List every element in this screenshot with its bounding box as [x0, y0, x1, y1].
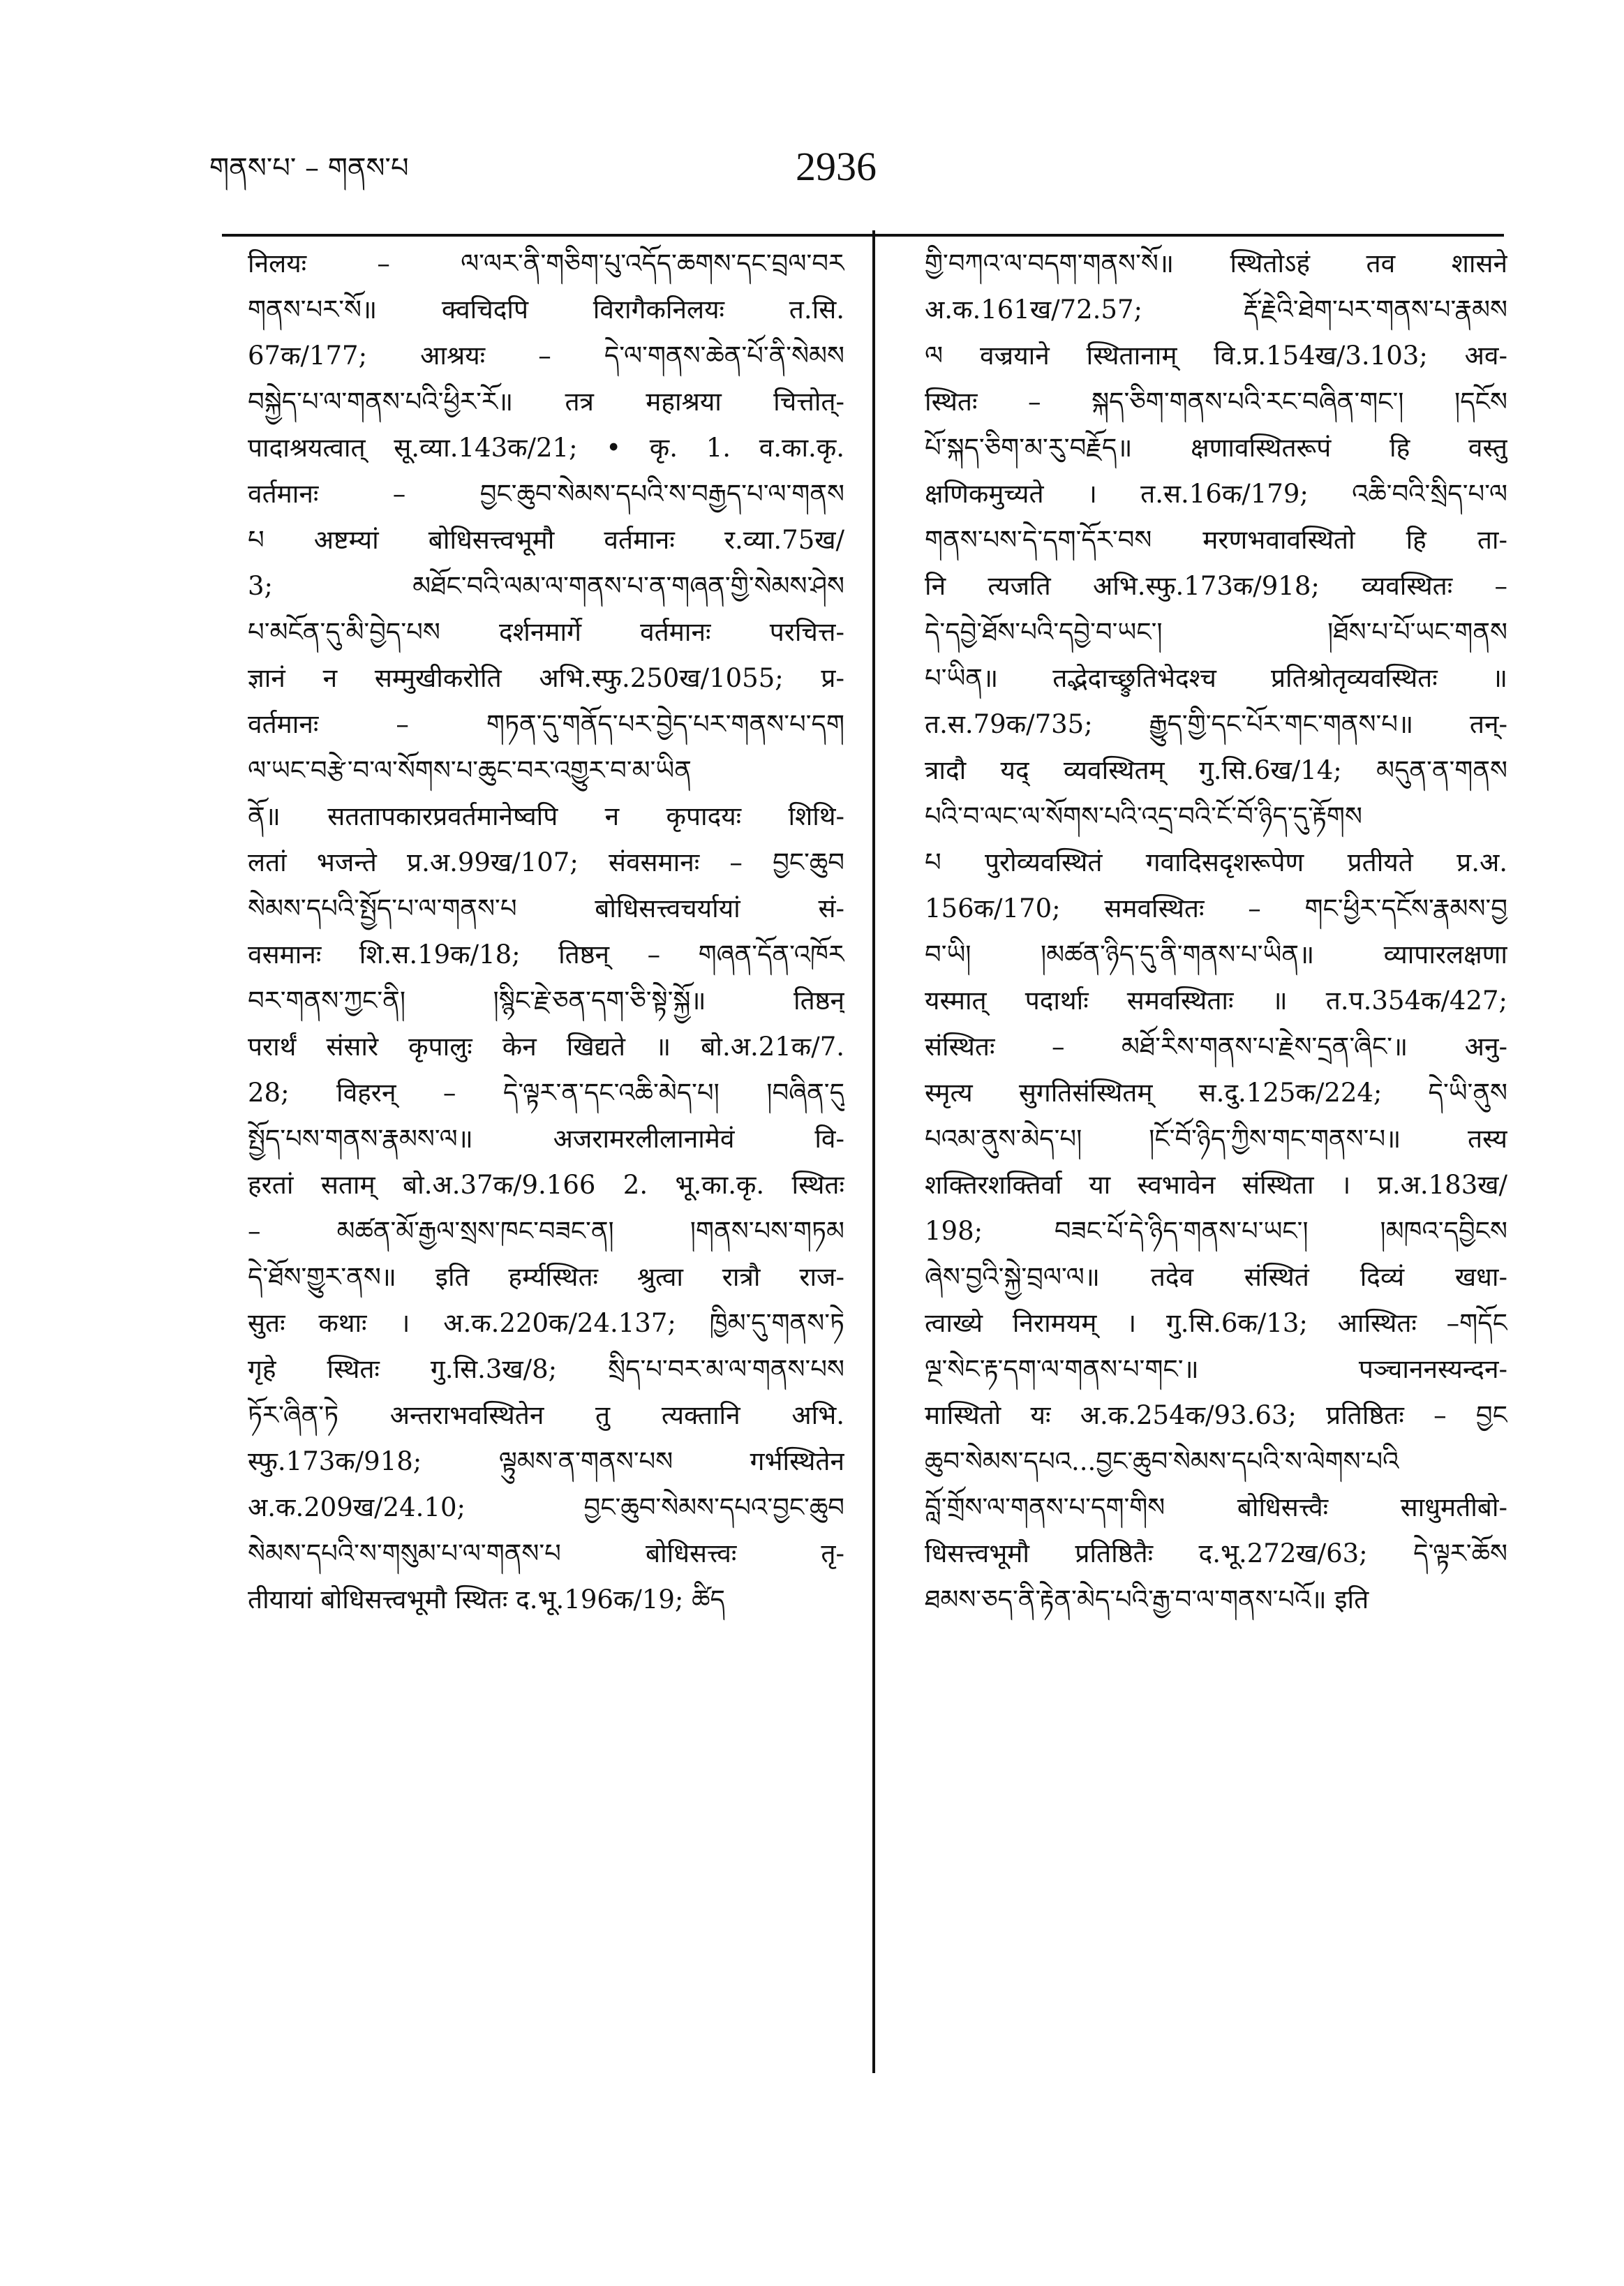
- text-line: 156क/170; समवस्थितः – གང་ཕྱིར་དངོས་རྣམས་བྱ: [925, 893, 1507, 923]
- text-line: स्मृत्य सुगतिसंस्थितम् स.दु.125क/224; དེ་ཡི་ནུས: [925, 1078, 1507, 1108]
- text-line: वर्तमानः – གཏན་དུ་གནོད་པར་བྱེད་པར་གནས་པ་དག: [248, 709, 844, 739]
- text-line: त.स.79क/735; རྒྱུད་གྱི་དང་པོར་གང་གནས་པ॥ तन्-: [925, 709, 1507, 739]
- text-line: བློ་གྲོས་ལ་གནས་པ་དག་གིས बोधिसत्त्वैः साधुमतीबो-: [925, 1492, 1507, 1522]
- text-line: गृहे स्थितः गु.सि.3ख/8; སྲིད་པ་བར་མ་ལ་གནས་པས: [248, 1354, 844, 1384]
- text-line: ज्ञानं न सम्मुखीकरोति अभि.स्फु.250ख/1055; प्र-: [248, 663, 844, 693]
- text-line: वसमानः शि.स.19क/18; तिष्ठन् – གཞན་དོན་འཁོར: [248, 940, 844, 970]
- text-line: हरतां सताम् बो.अ.37क/9.166 2. भू.का.कृ. स्थितः: [248, 1170, 844, 1200]
- text-line: 3; མཐོང་བའི་ལམ་ལ་གནས་པ་ན་གཞན་གྱི་སེམས་ཤེས: [248, 571, 844, 601]
- page-number: 2936: [796, 144, 877, 189]
- text-line: སེམས་དཔའི་ས་གསུམ་པ་ལ་གནས་པ बोधिसत्त्वः तृ-: [248, 1538, 844, 1568]
- text-line: संस्थितः – མཐོ་རིས་གནས་པ་རྗེས་དྲན་ཞིང་॥ अनु-: [925, 1032, 1507, 1062]
- text-line: ཞེས་བྱའི་སྐྱེ་བྲལ་ལ॥ तदेव संस्थितं दिव्यं खधा-: [925, 1262, 1507, 1292]
- text-line: པ पुरोव्यवस्थितं गवादिसदृशरूपेण प्रतीयते प्र.अ.: [925, 847, 1507, 877]
- text-line: सुतः कथाः । अ.क.220क/24.137; ཁྱིམ་དུ་གནས་ཏེ: [248, 1308, 844, 1338]
- text-line: པོ་སྐད་ཅིག་མ་རུ་བརྗོད॥ क्षणावस्थितरूपं हि वस्तु: [925, 433, 1507, 463]
- text-line: – མཚན་མོ་རྒྱལ་སྲས་ཁང་བཟང་ན། །གནས་པས་གཏམ: [248, 1216, 844, 1246]
- text-line: 67क/177; आश्रयः – དེ་ལ་གནས་ཆེན་པོ་ནི་སེམས: [248, 341, 844, 371]
- text-line: स्फु.173क/918; ལྟུམས་ན་གནས་པས गर्भस्थितेन: [248, 1446, 844, 1476]
- text-line: གནས་པར་སོ॥ क्वचिदपि विरागैकनिलयः त.सि.: [248, 295, 844, 325]
- text-line: སྤྱོད་པས་གནས་རྣམས་ལ॥ अजरामरलीलानामेवं वि-: [248, 1124, 844, 1154]
- text-line: པའམ་ནུས་མེད་པ། །ངོ་བོ་ཉིད་ཀྱིས་གང་གནས་པ॥ तस्य: [925, 1124, 1507, 1154]
- text-line: པའི་བ་ལང་ལ་སོགས་པའི་འདྲ་བའི་ངོ་བོ་ཉིད་དུ་རྟོགས: [925, 801, 1362, 831]
- text-line: ཏོར་ཞིན་ཏེ अन्तराभवस्थितेन तु त्यक्तानि अभि.: [248, 1400, 844, 1430]
- text-line: ལ་ཡང་བརྩེ་བ་ལ་སོགས་པ་ཆུང་བར་འགྱུར་བ་མ་ཡིན: [248, 755, 692, 785]
- text-line: अ.क.161ख/72.57; རྡོ་རྗེའི་ཐེག་པར་གནས་པ་རྣམས: [925, 295, 1507, 325]
- text-line: ལྔ་སེང་རྟ་དག་ལ་གནས་པ་གང་॥ पञ्चाननस्यन्दन-: [925, 1354, 1507, 1384]
- text-line: ལ वज्रयाने स्थितानाम् वि.प्र.154ख/3.103; अव-: [925, 341, 1507, 371]
- text-line: པ་མངོན་དུ་མི་བྱེད་པས दर्शनमार्गे वर्तमानः परचित्त-: [248, 617, 844, 647]
- text-line: निलयः – ལ་ལར་ནི་གཅིག་པུ་འདོད་ཆགས་དང་བྲལ་བར: [248, 248, 844, 279]
- text-line: བསྐྱེད་པ་ལ་གནས་པའི་ཕྱིར་རོ॥ तत्र महाश्रया चित्तोत्-: [248, 387, 844, 417]
- text-line: དེ་ཐོས་གྱུར་ནས॥ इति हर्म्यस्थितः श्रुत्वा रात्रौ राज-: [248, 1262, 844, 1292]
- text-line: 198; བཟང་པོ་དེ་ཉིད་གནས་པ་ཡང་། །མཁའ་དབྱིངས: [925, 1216, 1507, 1246]
- column-divider: [872, 230, 875, 2073]
- text-line: བ་ཡི། །མཚན་ཉིད་དུ་ནི་གནས་པ་ཡིན॥ व्यापारलक्षणा: [925, 940, 1507, 970]
- text-line: 28; विहरन् – དེ་ལྟར་ན་དང་འཆི་མེད་པ། །བཞིན་དུ: [248, 1078, 844, 1108]
- text-line: पादाश्रयत्वात् सू.व्या.143क/21; • कृ. 1. व.का.कृ.: [248, 433, 844, 463]
- text-line: यस्मात् पदार्थाः समवस्थिताः ॥ त.प.354क/427;: [925, 986, 1507, 1016]
- text-line: བར་གནས་ཀྱང་ནི། །སྙིང་རྗེ་ཅན་དག་ཅི་སྟེ་སྐྱོ॥ तिष्ठन्: [248, 986, 844, 1016]
- header-left-title: གནས་པ་ – གནས་པ: [209, 152, 409, 184]
- text-line: क्षणिकमुच्यते । त.स.16क/179; འཆི་བའི་སྲིད་པ་ལ: [925, 479, 1507, 509]
- text-line: स्थितः – སྐད་ཅིག་གནས་པའི་རང་བཞིན་གང་། །དངོས: [925, 387, 1507, 417]
- text-line: སེམས་དཔའི་སྤྱོད་པ་ལ་གནས་པ बोधिसत्त्वचर्यायां सं-: [248, 893, 844, 923]
- header-rule: [222, 234, 1504, 237]
- right-column: [925, 241, 1507, 1623]
- text-line: ཐམས་ཅད་ནི་རྟེན་མེད་པའི་རྒྱ་བ་ལ་གནས་པའོ॥ इति: [925, 1584, 1369, 1615]
- text-line: ཆུབ་སེམས་དཔའ...བྱང་ཆུབ་སེམས་དཔའི་ས་ལེགས་པའི: [925, 1446, 1399, 1476]
- text-line: དེ་དབྱེ་ཐོས་པའི་དབྱེ་བ་ཡང་། །ཐོས་པ་པོ་ཡང་གནས: [925, 617, 1507, 647]
- text-line: लतां भजन्ते प्र.अ.99ख/107; संवसमानः – བྱང་ཆུབ: [248, 847, 844, 877]
- text-line: གྱི་བཀའ་ལ་བདག་གནས་སོ॥ स्थितोऽहं तव शासने: [925, 248, 1507, 279]
- text-line: मास्थितो यः अ.क.254क/93.63; प्रतिष्ठितः – བྱང: [925, 1400, 1507, 1430]
- text-line: वर्तमानः – བྱང་ཆུབ་སེམས་དཔའི་ས་བརྒྱད་པ་ལ་གནས: [248, 479, 844, 509]
- text-line: त्वाख्ये निरामयम् । गु.सि.6क/13; आस्थितः –གདོང: [925, 1308, 1507, 1338]
- text-line: त्रादौ यद् व्यवस्थितम् गु.सि.6ख/14; མདུན་ན་གནས: [925, 755, 1507, 785]
- text-line: धिसत्त्वभूमौ प्रतिष्ठितैः द.भू.272ख/63; དེ་ལྟར་ཆོས: [925, 1538, 1507, 1568]
- text-line: པ अष्टम्यां बोधिसत्त्वभूमौ वर्तमानः र.व्या.75ख/: [248, 525, 844, 555]
- text-line: अ.क.209ख/24.10; བྱང་ཆུབ་སེམས་དཔའ་བྱང་ཆུབ: [248, 1492, 844, 1522]
- left-column: [248, 241, 844, 1623]
- text-line: པ་ཡིན॥ तद्भेदाच्छ्रुतिभेदश्च प्रतिश्रोतृव्यवस्थितः ॥: [925, 663, 1507, 693]
- text-line: तीयायां बोधिसत्त्वभूमौ स्थितः द.भू.196क/19; ཚིད: [248, 1584, 725, 1615]
- text-line: གནས་པས་དེ་དག་དོར་བས मरणभवावस्थितो हि ता-: [925, 525, 1507, 555]
- text-line: नि त्यजति अभि.स्फु.173क/918; व्यवस्थितः –: [925, 571, 1507, 601]
- text-line: ནོ॥ सततापकारप्रवर्तमानेष्वपि न कृपादयः शिथि-: [248, 801, 844, 831]
- text-line: परार्थं संसारे कृपालुः केन खिद्यते ॥ बो.अ.21क/7.: [248, 1032, 844, 1062]
- text-line: शक्तिरशक्तिर्वा या स्वभावेन संस्थिता । प्र.अ.183ख/: [925, 1170, 1507, 1200]
